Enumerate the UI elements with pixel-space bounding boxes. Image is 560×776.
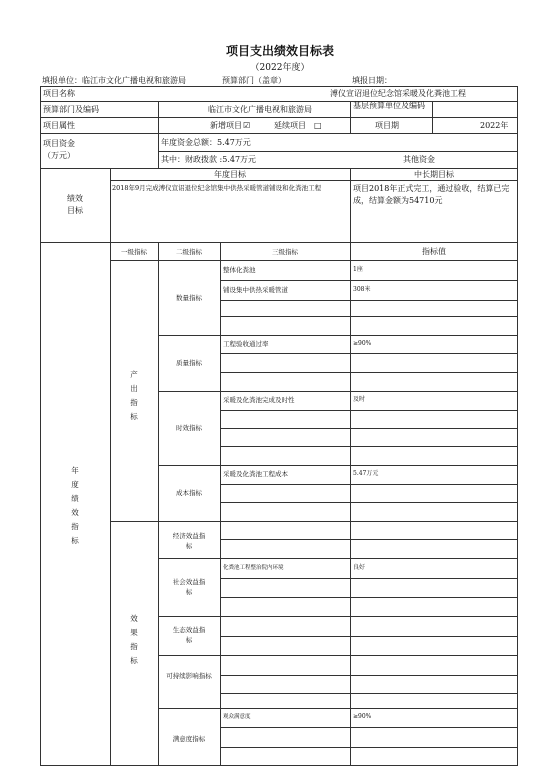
base-unit-label: 基层预算单位及编码 xyxy=(353,101,425,110)
indicator-name: 采暖及化粪池工程成本 xyxy=(223,470,288,478)
indicator-value: ≥90% xyxy=(353,340,372,347)
project-period-label: 项目期 xyxy=(375,121,399,130)
new-item-label: 新增项目 xyxy=(210,121,242,130)
cont-item-option xyxy=(274,120,322,131)
annual-goal-text: 2018年9月完成溥仪宣诏退位纪念馆集中供热采暖管道铺设和化粪池工程 xyxy=(112,184,322,192)
col-value-header: 指标值 xyxy=(422,247,446,256)
fund-other: 其他资金 xyxy=(403,155,435,164)
cont-item-label: 延续项目 xyxy=(274,121,306,130)
annual-indicators-label: 年度绩效指标 xyxy=(71,466,79,545)
cont-item-checkbox-icon: □ xyxy=(314,121,322,130)
col-level2-header: 二级指标 xyxy=(176,248,202,256)
indicator-value: 1座 xyxy=(353,266,363,273)
indicator-name: 工程验收通过率 xyxy=(223,340,269,348)
quality-indicator: 质量指标 xyxy=(176,359,202,367)
fund-label-2: （万元） xyxy=(43,151,75,160)
dept-code-label: 预算部门及编码 xyxy=(43,105,99,114)
social-indicator: 社会效益指标 xyxy=(172,578,206,596)
timeliness-indicator: 时效指标 xyxy=(176,424,202,432)
indicator-value: 308米 xyxy=(353,286,371,293)
new-item-checkbox-icon: ☑ xyxy=(243,121,251,130)
indicator-name: 铺设集中供热采暖管道 xyxy=(223,286,288,294)
indicator-value: 5.47万元 xyxy=(353,470,379,477)
col-level3-header: 三级指标 xyxy=(272,248,298,256)
mid-goal-header: 中长期目标 xyxy=(414,170,454,179)
mid-goal-text: 项目2018年正式完工，通过验收，结算已完成，结算金额为54710元 xyxy=(353,184,510,205)
new-item-option xyxy=(210,120,250,131)
sustainable-indicator: 可持续影响指标 xyxy=(166,672,212,680)
economic-indicator: 经济效益指标 xyxy=(172,532,206,550)
fund-label-1: 项目资金 xyxy=(43,139,75,148)
project-attr-label: 项目属性 xyxy=(43,121,75,130)
form-year: （2022年度） xyxy=(250,63,310,73)
header-date: 填报日期： xyxy=(352,76,392,85)
header-dept: 预算部门（盖章） xyxy=(222,76,286,85)
header-unit: 填报单位：临江市文化广播电视和旅游局 xyxy=(42,76,186,85)
goals-label-1: 绩效 xyxy=(67,194,83,203)
indicator-value: 良好 xyxy=(353,564,366,571)
goals-label-2: 目标 xyxy=(67,206,83,215)
cost-indicator: 成本指标 xyxy=(176,489,202,497)
project-name-value: 溥仪宣诏退位纪念馆采暖及化粪池工程 xyxy=(330,89,466,98)
project-name-label: 项目名称 xyxy=(43,89,75,98)
dept-code-value: 临江市文化广播电视和旅游局 xyxy=(208,105,312,114)
indicator-name: 观众满意度 xyxy=(223,714,251,720)
project-period-value: 2022年 xyxy=(480,121,509,130)
satisfaction-indicator: 满意度指标 xyxy=(172,735,206,743)
effect-indicators-label: 效果指标 xyxy=(130,614,138,665)
indicator-name: 整体化粪池 xyxy=(223,266,256,274)
output-indicators-label: 产出指标 xyxy=(130,370,138,421)
indicator-value: ≥90% xyxy=(353,713,372,720)
indicator-name: 采暖及化粪池完成及时性 xyxy=(223,396,295,404)
quantity-indicator: 数量指标 xyxy=(176,294,202,302)
form-title: 项目支出绩效目标表 xyxy=(225,44,334,58)
annual-goal-header: 年度目标 xyxy=(214,170,246,179)
indicator-name: 化粪池工程整治院内环境 xyxy=(223,565,284,571)
fund-fiscal: 其中：财政拨款 :5.47万元 xyxy=(161,155,257,164)
ecological-indicator: 生态效益指标 xyxy=(172,626,206,644)
col-level1-header: 一级指标 xyxy=(121,248,147,256)
fund-total: 年度资金总额：5.47万元 xyxy=(161,138,251,147)
indicator-value: 及时 xyxy=(353,396,366,403)
